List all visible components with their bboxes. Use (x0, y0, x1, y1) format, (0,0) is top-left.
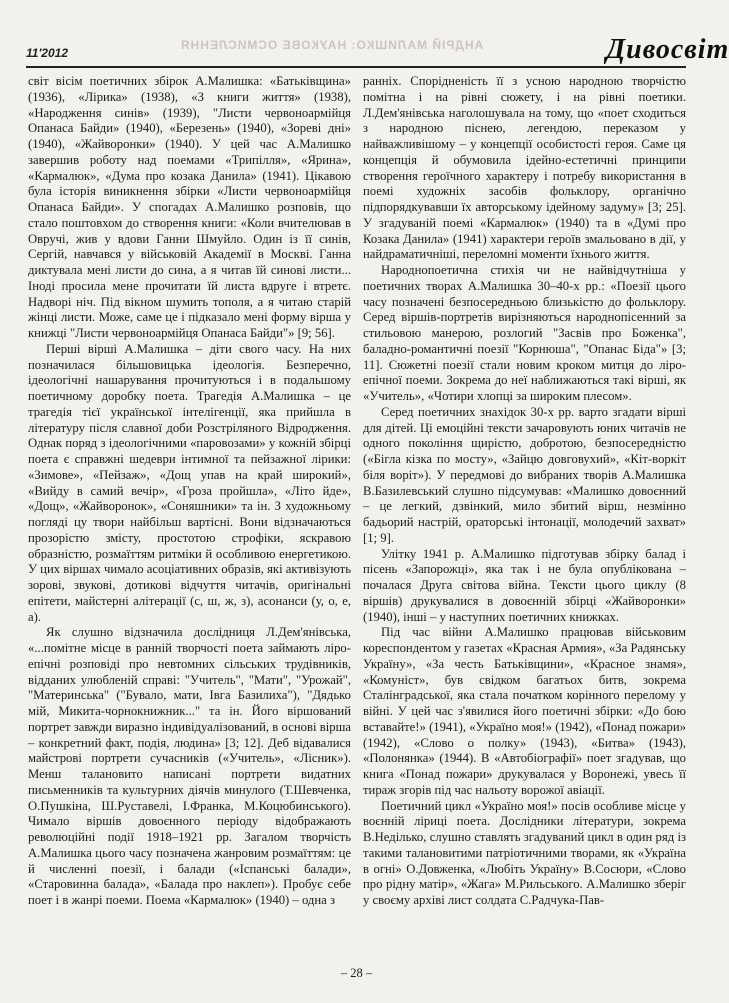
paragraph: світ вісім поетичних збірок А.Малишка: «Батьківщина» (1936), «Лірика» (1938), «З книги життя» (1938), «Народження синів» (1939), "Листи червоноармійця Опанаса Байди» (1940), «Березень» (1940), «Зореві дні» (1940), «Жайворонки» (1940). У цей час А.Малишко завершив роботу над поемами «Трипілля», «Ярина», «Кармалюк», «Дума про козака Данила» (1941). Цікавою була історія виникнення збірки «Листи червоноармійця Опанаса Байди». У спогадах А.Малишко розповів, що стало поштовхом до створення книги: «Коли вчителював в Овручі, жив у вдови Ганни Шмуйло. Один із її синів, Сергій, навчався у військовій Академії в Москві. Ганна диктувала мені листи до сина, а я читав їй синові листи... Іноді просила мене прочитати їй листа вдруге і втретє. Надворі ніч. Під вікном шумить тополя, а я читаю старій жінці листи. Може, саме це і підказало мені форму вірша у книжці "Листи червоноармійця Опанаса Байди"» [9; 56]. (28, 74, 351, 340)
magazine-logo: Дивосвіт (606, 34, 729, 65)
header-rule (26, 66, 686, 68)
page-number: – 28 – (340, 966, 373, 980)
left-column (28, 74, 351, 909)
paragraph: Народнопоетична стихія чи не найвідчутніша у поетичних творах А.Малишка 30–40-х рр.: «Поезії цього часу позначені безпосередньою близькістю до фольклору. Серед віршів-портретів вирізняються народнопісенний за стильовою манерою, розлогий "Засвів про Боженка", баладно-романтичні поезії "Корнюша", "Опанас Біда"» [3; 11]. Сюжетні поезії стали новим кроком митця до ліро-епічної поеми. Зокрема до неї наближаються такі вірші, як «Учитель», «Чотири хлопці за широким плесом». (363, 263, 686, 403)
issue-number: 11'2012 (26, 46, 69, 60)
right-column (363, 74, 686, 909)
page-header (0, 0, 729, 70)
paragraph: Поетичний цикл «Україно моя!» посів особливе місце у воєнній ліриці поета. Дослідники літератури, зокрема В.Неділько, слушно ставлять згадуваний цикл в один ряд із такими талановитими патріотичними творами, як «Україна в огні» О.Довженка, «Любіть Україну» В.Сосюри, «Слово про рідну матір», «Жага» М.Рильського. А.Малишко зберіг у своєму архіві лист солдата С.Радчука-Пав- (363, 798, 686, 907)
paragraph: Як слушно відзначила дослідниця Л.Дем'янівська, «...помітне місце в ранній творчості поета займають ліро-епічні розповіді про невтомних сільських трудівників, відданих улюбленій справі: "Учитель", "Мати", "Урожай", "Материнська" ("Бувало, мати, Івга Базилиха"), "Дядько мій, Микита-чорнокнижник..." та ін. Його віршований портрет завжди виразно індивідуалізований, в основі вірша – конкретний факт, подія, людина» [3; 12]. Деб відавалися майстрові портрети сучасників («Учитель», «Лісник»). Менш талановито написані портрети видатних письменників та культурних діячів минулого (Т.Шевченка, О.Пушкіна, Ш.Руставелі, І.Франка, М.Коцюбинського). Чимало віршів довоєнного періоду відображають революційні події 1918–1921 рр. Загалом творчість А.Малишка цього часу позначена жанровим розмаїттям: це й численні поезії, і балади («Іспанські балади», «Старовинна балада», «Балада про наклеп»). Пробує себе поет і в жанрі поеми. Поема «Кармалюк» (1940) – одна з (28, 625, 351, 907)
paragraph: ранніх. Спорідненість її з усною народною творчістю помітна і на рівні сюжету, і на рівні поетики. Л.Дем'янівська наголошувала на тому, що «поет сходиться з народною піснею, легендою, переказом у найважливішому – у концепції особистості героя. Саме ця концепція й обумовила ідейно-естетичні принципи створення героїчного характеру і потребу використання в поемі художніх засобів фольклору, органічно підпорядкувавши їх авторському ідейному задуму» [3; 25]. У згадуваній поемі «Кармалюк» (1940) та в «Думі про Козака Данила» (1941) характери героїв змальовано в дії, у найдраматичніші, переломні моменти їхнього життя. (363, 74, 686, 262)
mirrored-banner: АНДРІЙ МАЛИШКО: НАУКОВЕ ОСМИСЛЕННЯ (180, 38, 484, 52)
paragraph: Серед поетичних знахідок 30-х рр. варто згадати вірші для дітей. Ці емоційні тексти зачаровують юних читачів не одного покоління щирістю, добротою, безпосередністю («Бігла кізка по мосту», «Зайцю довговухий», «Кіт-воркіт біля воріт»). У передмові до вибраних творів А.Малишка В.Базилевський слушно підсумував: «Малишко довоєнний – це легкий, дзвінкий, мило збитий вірш, незмінно бадьорий настрій, ораторські інтонації, молодечий захват» [1; 9]. (363, 404, 686, 545)
paragraph: Під час війни А.Малишко працював військовим кореспондентом у газетах «Красная Армия», «За Радянську Україну», «За честь Батьківщини», «Красное знамя», «Комуніст», був свідком багатьох битв, зокрема Сталінградської, яка стала початком корінного перелому у війні. У цей час з'явилися його поетичні збірки: «До бою вставайте!» (1941), «Україно моя!» (1942), «Понад пожари» (1942), «Слово о полку» (1943), «Битва» (1943), «Полонянка» (1944). В «Автобіографії» поет згадував, що книга «Понад пожари» друкувалася у Воронежі, увесь її тираж згорів під час нальоту ворожої авіації. (363, 625, 686, 797)
paragraph: Улітку 1941 р. А.Малишко підготував збірку балад і пісень «Запорожці», яка так і не була опублікована – почалася Друга світова війна. Тексти цього циклу (8 віршів) друкувалися в довоєнній збірці «Жайворонки» (1940), інші – у наступних поетичних книжках. (363, 546, 686, 624)
paragraph: Перші вірші А.Малишка – діти свого часу. На них позначилася більшовицька ідеологія. Безперечно, ідеологічні нашарування прочитуються і в подальшому поетичному доробку поета. Трагедія А.Малишка – це трагедія тієї української інтелігенції, яка прийшла в літературу після славної доби Розстріляного Відродження. Однак поряд з ідеологічними «паровозами» у кожній збірці поета є справжні шедеври інтимної та пейзажної лірики: «Зимове», «Пейзаж», «Дощ упав на край широкий», «Вийду в самий вечір», «Гроза пройшла», «Літо йде», «Дощ», «Жайворонок», «Соняшники» та ін. З художньому погляді цу твори найбільш вартісні. Вони відзначаються прозорістю змісту, простотою строфіки, яскравою образністю, розмаїттям ритміки й особливою енергетикою. У цих віршах чимало асоціативних образів, які активізують зорові, звукові, дотикові відчуття читачів, оригінальні епітети, майстерні алітерації (с, ш, ж, з), асонанси (у, о, е, а). (28, 341, 351, 624)
